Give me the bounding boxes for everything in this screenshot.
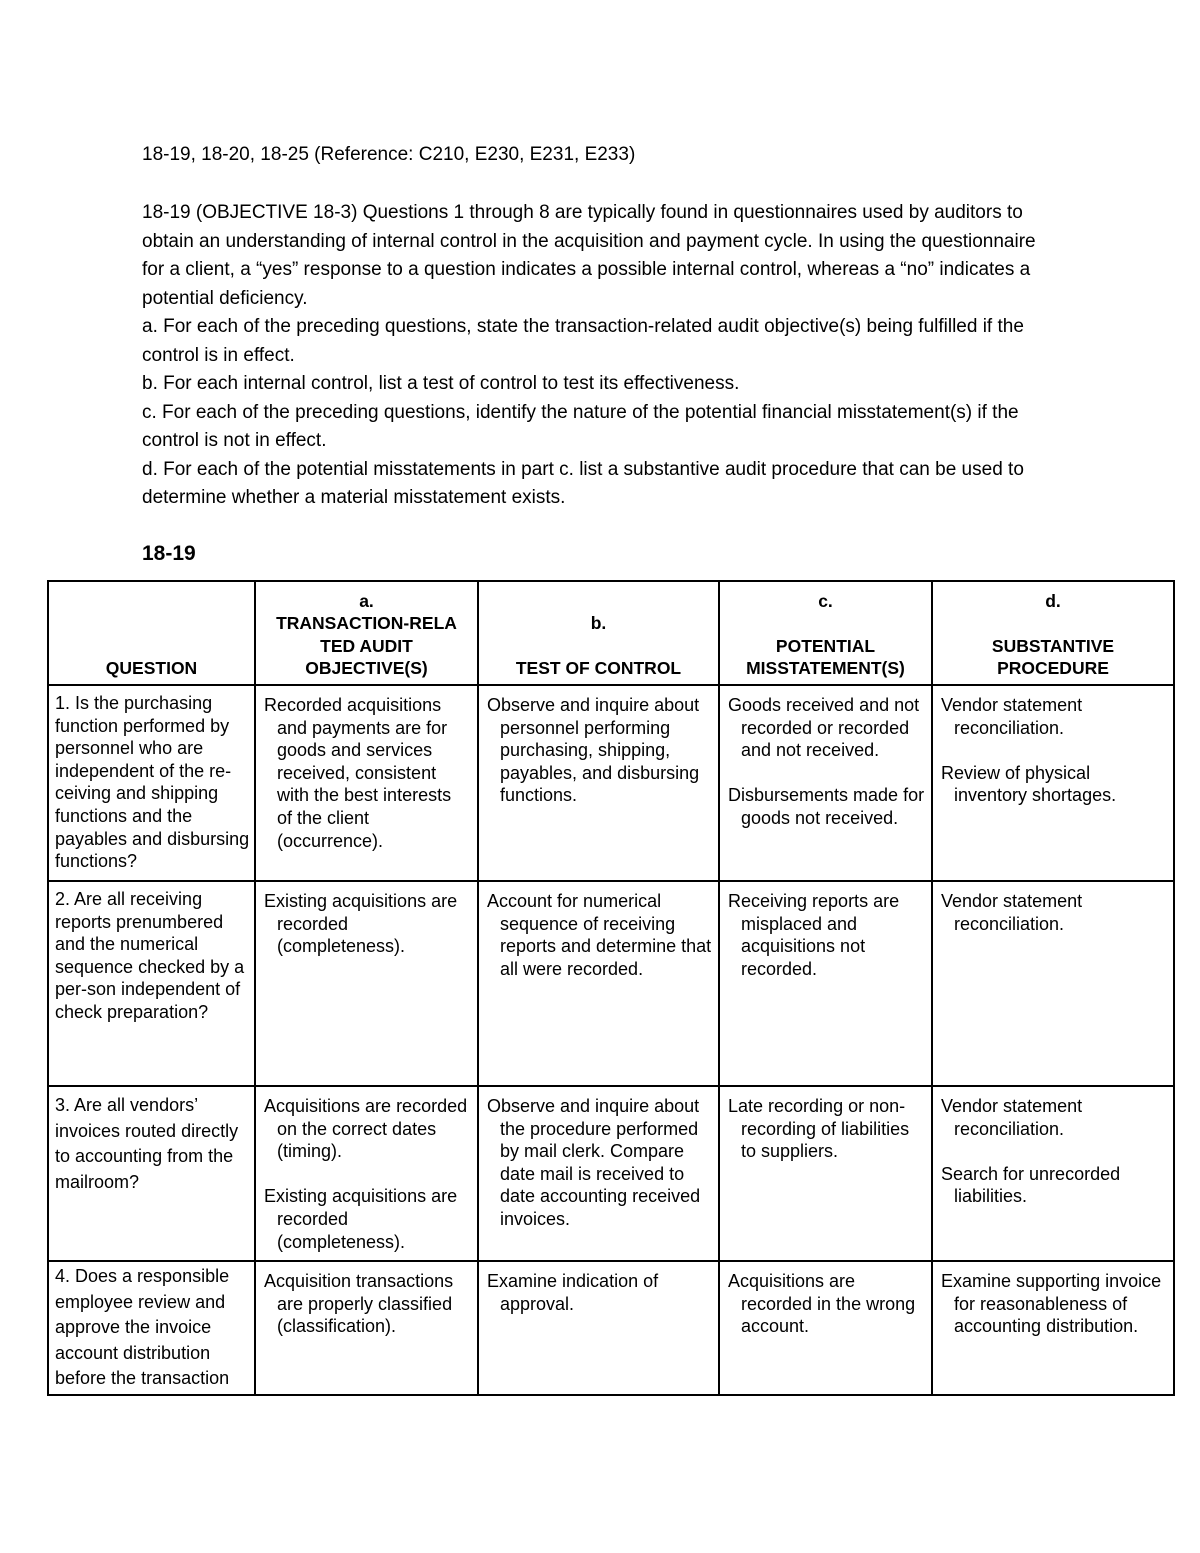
objective-cell bbox=[255, 1261, 478, 1395]
question-cell bbox=[48, 881, 255, 1086]
objective-text: Acquisitions are recorded on the correct dates (timing). bbox=[264, 1096, 468, 1162]
misstatement-cell bbox=[719, 1261, 932, 1395]
header-objective-line1: TRANSACTION-RELA bbox=[276, 613, 457, 634]
procedure-text: Vendor statement reconciliation. bbox=[941, 695, 1083, 738]
header-misstatement-letter: c. bbox=[818, 590, 833, 611]
header-objective bbox=[255, 581, 478, 685]
problem-part-d: d. For each of the potential misstatements in part c. list a substantive audit procedure that can be used to determine whether a material misstatement exists. bbox=[142, 458, 1024, 508]
question-cell bbox=[48, 685, 255, 881]
header-objective-line2: TED AUDIT bbox=[320, 635, 413, 656]
objective-cell bbox=[255, 881, 478, 1086]
header-objective-line3: OBJECTIVE(S) bbox=[305, 658, 428, 679]
test-text: Account for numerical sequence of receiving reports and determine that all were recorded. bbox=[487, 891, 712, 979]
question-cell bbox=[48, 1261, 255, 1395]
objective-text: Existing acquisitions are recorded (completeness). bbox=[264, 891, 458, 957]
question-text: 2. Are all receiving reports prenumbered and the numerical sequence checked by a per-son independent of check preparation? bbox=[55, 889, 245, 1022]
misstatement-cell bbox=[719, 685, 932, 881]
header-test-letter: b. bbox=[590, 613, 607, 634]
misstatement-text: Late recording or non-recording of liabilities to suppliers. bbox=[728, 1096, 910, 1162]
misstatement-text: Goods received and not recorded or recorded and not received. bbox=[728, 695, 920, 761]
header-objective-letter: a. bbox=[359, 590, 374, 611]
problem-statement bbox=[142, 199, 1062, 513]
procedure-text: Vendor statement reconciliation. bbox=[941, 891, 1083, 934]
header-substantive-letter: d. bbox=[1045, 590, 1061, 611]
question-text: 4. Does a responsible employee review and approve the invoice account distribution before the transaction bbox=[55, 1266, 230, 1388]
misstatement-cell bbox=[719, 881, 932, 1086]
table-row bbox=[48, 1261, 1174, 1395]
procedure-text: Vendor statement reconciliation. bbox=[941, 1096, 1083, 1139]
problem-part-c: c. For each of the preceding questions, identify the nature of the potential financial misstatement(s) if the control is not in effect. bbox=[142, 401, 1019, 451]
header-test-of-control bbox=[478, 581, 719, 685]
question-text: 1. Is the purchasing function performed by personnel who are independent of the re-ceiving and shipping functions and the payables and disbursing functions? bbox=[55, 693, 250, 872]
test-cell bbox=[478, 881, 719, 1086]
objective-cell bbox=[255, 1086, 478, 1261]
table-row bbox=[48, 685, 1174, 881]
procedure-cell bbox=[932, 685, 1174, 881]
misstatement-text: Acquisitions are recorded in the wrong account. bbox=[728, 1271, 916, 1337]
question-text: 3. Are all vendors’ invoices routed directly to accounting from the mailroom? bbox=[55, 1095, 239, 1192]
problem-part-b: b. For each internal control, list a test of control to test its effectiveness. bbox=[142, 373, 740, 394]
table-row bbox=[48, 881, 1174, 1086]
reference-line: 18-19, 18-20, 18-25 (Reference: C210, E230, E231, E233) bbox=[142, 144, 636, 165]
questionnaire-table bbox=[47, 580, 1175, 1396]
header-question-label: QUESTION bbox=[105, 658, 198, 679]
test-text: Examine indication of approval. bbox=[487, 1271, 659, 1314]
header-test-title: TEST OF CONTROL bbox=[515, 658, 682, 679]
problem-intro: 18-19 (OBJECTIVE 18-3) Questions 1 through 8 are typically found in questionnaires used by auditors to obtain an understanding of internal control in the acquisition and payment cycle. In using the questionnaire for a client, a “yes” response to a question indicates a possible internal control, whereas a “no” indicates a potential deficiency. bbox=[142, 202, 1036, 309]
header-question bbox=[48, 581, 255, 685]
procedure-text: Review of physical inventory shortages. bbox=[941, 762, 1117, 806]
question-cell bbox=[48, 1086, 255, 1261]
header-misstatement-line2: MISSTATEMENT(S) bbox=[746, 658, 905, 679]
table-header-row bbox=[48, 581, 1174, 685]
header-misstatement-line1: POTENTIAL bbox=[775, 635, 876, 656]
procedure-cell bbox=[932, 1086, 1174, 1261]
misstatement-text: Receiving reports are misplaced and acquisitions not recorded. bbox=[728, 891, 900, 979]
problem-part-a: a. For each of the preceding questions, state the transaction-related audit objective(s) being fulfilled if the control is in effect. bbox=[142, 316, 1024, 366]
test-text: Observe and inquire about personnel performing purchasing, shipping, payables, and disbursing functions. bbox=[487, 695, 700, 806]
procedure-text: Search for unrecorded liabilities. bbox=[941, 1163, 1121, 1207]
procedure-text: Examine supporting invoice for reasonableness of accounting distribution. bbox=[941, 1271, 1162, 1337]
header-misstatement bbox=[719, 581, 932, 685]
test-cell bbox=[478, 685, 719, 881]
objective-cell bbox=[255, 685, 478, 881]
objective-text: Existing acquisitions are recorded (completeness). bbox=[264, 1186, 458, 1252]
misstatement-cell bbox=[719, 1086, 932, 1261]
test-cell bbox=[478, 1261, 719, 1395]
test-text: Observe and inquire about the procedure performed by mail clerk. Compare date mail is received to date accounting received invoices. bbox=[487, 1096, 701, 1229]
header-substantive-line2: PROCEDURE bbox=[997, 658, 1109, 679]
table-row bbox=[48, 1086, 1174, 1261]
test-cell bbox=[478, 1086, 719, 1261]
header-substantive-line1: SUBSTANTIVE bbox=[991, 635, 1115, 656]
procedure-cell bbox=[932, 881, 1174, 1086]
procedure-cell bbox=[932, 1261, 1174, 1395]
section-heading: 18-19 bbox=[142, 542, 196, 565]
objective-text: Recorded acquisitions and payments are for goods and services received, consistent with the best interests of the client (occurrence). bbox=[264, 695, 452, 851]
objective-text: Acquisition transactions are properly classified (classification). bbox=[264, 1271, 454, 1337]
misstatement-text: Disbursements made for goods not received. bbox=[728, 785, 925, 828]
header-substantive bbox=[932, 581, 1174, 685]
